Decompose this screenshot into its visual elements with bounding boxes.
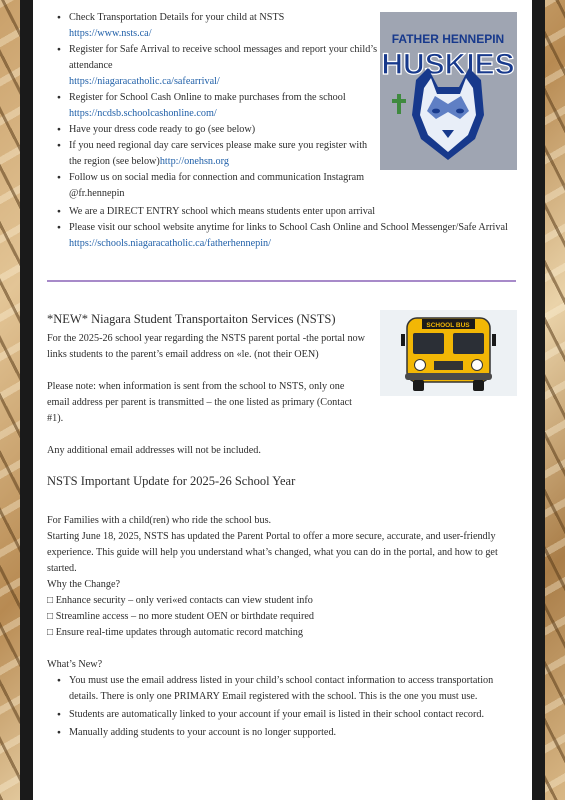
change-item-text: Streamline access – no more student OEN or birthdate required — [55, 611, 314, 622]
list-item — [69, 170, 379, 202]
change-item — [47, 609, 512, 625]
nsts-update-paragraph-1: For Families with a child(ren) who ride the school bus. — [47, 515, 272, 526]
nsts-link[interactable]: https://www.nsts.ca/ — [69, 28, 152, 39]
list-item-text: Have your dress code ready to go (see below) — [69, 124, 256, 135]
list-item — [69, 220, 509, 252]
list-item-text: If you need regional day care services please make sure you register with the region (see below) — [69, 140, 368, 167]
list-item — [69, 10, 379, 42]
list-item: ● Students are automatically linked to your account if your email is listed in their school contact record. — [69, 707, 514, 723]
list-item — [69, 204, 509, 220]
husky-logo-graphic — [380, 12, 517, 170]
nsts-update-heading: NSTS Important Update for 2025-26 School Year — [47, 474, 296, 488]
change-item — [47, 625, 512, 641]
list-item — [69, 90, 379, 122]
logo-team-name: HUSKIES — [381, 48, 515, 81]
bus-sign-text: SCHOOL BUS — [426, 322, 470, 329]
nsts-update-paragraph-2: Starting June 18, 2025, NSTS has updated the Parent Portal to offer a more secure, accurate, and user-friendly experience. This guide will help you understand what’s changed, what you can do in the portal, and how to get started. — [47, 531, 498, 574]
nsts-new-heading: *NEW* Niagara Student Transportaiton Services (NSTS) — [47, 312, 336, 326]
list-item: ● Manually adding students to your account is no longer supported. — [69, 725, 514, 741]
missing-glyph-icon: □ — [47, 627, 54, 638]
huskies-logo — [380, 12, 517, 170]
list-item: ● You must use the email address listed in your child’s school contact information to access transportation details. There is only one PRIMARY Email registered with the school. This is the one you must use. — [69, 673, 514, 705]
school-cash-link[interactable]: https://ncdsb.schoolcashonline.com/ — [69, 108, 217, 119]
list-item — [69, 122, 379, 138]
section-divider — [47, 280, 516, 282]
school-website-link[interactable]: https://schools.niagaracatholic.ca/fatherhennepin/ — [69, 238, 271, 249]
onehsn-link[interactable]: http://onehsn.org — [159, 156, 229, 167]
list-item-text: Register for School Cash Online to make purchases from the school — [69, 92, 346, 103]
change-item-text: Ensure real-time updates through automatic record matching — [55, 627, 303, 638]
list-item — [69, 42, 379, 90]
nsts-new-paragraph-2: Please note: when information is sent from the school to NSTS, only one email address per parent is transmitted – the one listed as primary (Contact #1). — [47, 381, 352, 424]
logo-school-name: FATHER HENNEPIN — [391, 32, 505, 46]
safe-arrival-link[interactable]: https://niagaracatholic.ca/safearrival/ — [69, 76, 220, 87]
checklist-continued — [69, 204, 509, 252]
change-item — [47, 593, 512, 609]
list-item-text: Follow us on social media for connection and communication Instagram @fr.hennepin — [69, 172, 365, 199]
school-bus-image — [380, 310, 517, 396]
checklist — [69, 10, 379, 202]
whats-new-label: What’s New? — [47, 659, 103, 670]
list-item-text: We are a DIRECT ENTRY school which means students enter upon arrival — [69, 206, 376, 217]
nsts-new-paragraph-3: Any additional email addresses will not be included. — [47, 445, 261, 456]
missing-glyph-icon: □ — [47, 611, 54, 622]
list-item — [69, 138, 379, 170]
list-item-text: Register for Safe Arrival to receive school messages and report your child’s attendance — [69, 44, 378, 71]
nsts-new-paragraph-1: For the 2025-26 school year regarding the NSTS parent portal -the portal now links students to the parent’s email address on «le. (not their OEN) — [47, 333, 365, 360]
newsletter-page — [33, 0, 532, 800]
list-item-text: Please visit our school website anytime for links to School Cash Online and School Messenger/Safe Arrival — [69, 222, 508, 233]
change-item-text: Enhance security – only veri«ed contacts can view student info — [55, 595, 313, 606]
school-bus-graphic — [380, 310, 517, 396]
why-change-label: Why the Change? — [47, 579, 120, 590]
missing-glyph-icon: □ — [47, 595, 54, 606]
list-item-text: Check Transportation Details for your child at NSTS — [69, 12, 285, 23]
whats-new-list — [69, 673, 514, 741]
